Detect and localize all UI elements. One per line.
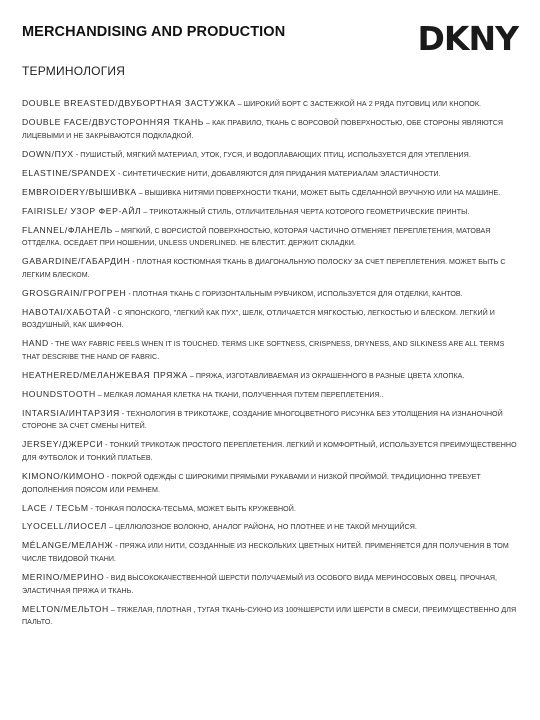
term-name: FLANNEL/ФЛАНЕЛЬ [22,224,113,235]
term-entry [22,572,522,597]
brand-logo: DKNY [417,19,518,58]
term-entry [22,149,522,162]
term-definition: - ТОНКАЯ ПОЛОСКА-ТЕСЬМА, МОЖЕТ БЫТЬ КРУЖЕВНОЙ. [88,504,296,513]
term-entry [22,117,522,142]
term-definition: – КАК ПРАВИЛО, ТКАНЬ С ВОРСОВОЙ ПОВЕРХНОСТЬЮ, ОБЕ СТОРОНЫ ЯВЛЯЮТСЯ ЛИЦЕВЫМИ И НЕ ЗАКРЫВАЮТСЯ ПОДКЛАДКОЙ. [22,118,504,140]
terms-list [22,98,522,635]
term-entry [22,408,522,433]
term-name: MERINO/МЕРИНО [22,572,105,583]
term-entry [22,439,522,464]
term-definition: – ЦЕЛЛЮЛОЗНОЕ ВОЛОКНО, АНАЛОГ РАЙОНА, НО ПЛОТНЕЕ И НЕ ТАКОЙ МНУЩИЙСЯ. [106,523,417,532]
term-entry [22,307,522,332]
term-name: HABOTAI/ХАБОТАЙ [22,306,112,317]
term-entry [22,187,522,200]
term-name: GROSGRAIN/ГРОГРЕН [22,287,127,298]
term-entry [22,206,522,219]
term-name: HAND [22,338,49,349]
term-name: KIMONO/КИМОНО [22,470,105,481]
term-entry [22,540,522,565]
term-definition: - ВИД ВЫСОКОКАЧЕСТВЕННОЙ ШЕРСТИ ПОЛУЧАЕМЫЙ ИЗ ОСОБОГО ВИДА МЕРИНОСОВЫХ ОВЕЦ. ПРОЧНАЯ, ЭЛАСТИЧНАЯ ПРЯЖА И ТКАНЬ. [22,574,498,595]
term-definition: – МЯГКИЙ, С ВОРСИСТОЙ ПОВЕРХНОСТЬЮ, КОТОРАЯ ЧАСТИЧНО ОТМЕНЯЕТ ПЕРЕПЛЕТЕНИЯ, МАТОВАЯ ОТТДЕЛКА. ОСЕДАЕТ ПРИ НОШЕНИИ, UNLESS UNDERLINED. НЕ БЛЕСТИТ. ДЕРЖИТ СКЛАДКИ. [22,226,491,248]
term-name: DOUBLE BREASTED/ДВУБОРТНАЯ ЗАСТУЖКА [22,98,236,108]
section-subtitle: ТЕРМИНОЛОГИЯ [22,64,126,78]
term-entry [22,370,522,383]
term-definition: - ТЕХНОЛОГИЯ В ТРИКОТАЖЕ, СОЗДАНИЕ МНОГОЦВЕТНОГО РИСУНКА БЕЗ УТОЛЩЕНИЯ НА ИЗНАНОЧНОЙ СТОРОНЕ ЗА СЧЕТ СМЕНЫ НИТЕЙ. [22,409,503,431]
term-name: GABARDINE/ГАБАРДИН [22,256,131,267]
term-definition: - ПЛОТНАЯ ТКАНЬ С ГОРИЗОНТАЛЬНЫМ РУБЧИКОМ, ИСПОЛЬЗУЕТСЯ ДЛЯ ОТДЕЛКИ, КАНТОВ. [126,289,463,298]
term-definition: - ТОНКИЙ ТРИКОТАЖ ПРОСТОГО ПЕРЕПЛЕТЕНИЯ. ЛЕГКИЙ И КОМФОРТНЫЙ, ИСПОЛЬЗУЕТСЯ ПРЕИМУЩЕСТВЕННО ДЛЯ ФУТБОЛОК И ТОНКИЙ ПЛАТЬЕВ. [22,441,517,462]
term-name: FAIRISLE/ УЗОР ФЕР-АЙЛ [22,205,142,216]
term-definition: – ПРЯЖА, ИЗГОТАВЛИВАЕМАЯ ИЗ ОКРАШЕННОГО В РАЗНЫЕ ЦВЕТА ХЛОПКА. [187,371,465,380]
term-name: INTARSIA/ИНТАРЗИЯ [22,407,120,418]
term-definition: – ВЫШИВКА НИТЯМИ ПОВЕРХНОСТИ ТКАНИ, МОЖЕТ БЫТЬ СДЕЛАННОЙ ВРУЧНУЮ ИЛИ НА МАШИНЕ. [136,188,501,197]
term-name: LYOCELL/ЛИОСЕЛ [22,521,107,532]
term-entry [22,168,522,181]
term-name: DOUBLE FACE/ДВУСТОРОННЯЯ ТКАНЬ [22,116,205,127]
term-entry [22,389,522,402]
term-name: MELTON/МЕЛЬТОН [22,603,109,614]
document-title: MERCHANDISING AND PRODUCTION [22,24,286,40]
term-name: DOWN/ПУХ [22,148,74,159]
term-definition: – ТЯЖЕЛАЯ, ПЛОТНАЯ , ТУГАЯ ТКАНЬ-СУКНО ИЗ 100%ШЕРСТИ ИЛИ ШЕРСТИ В СМЕСИ, ПРЕИМУЩЕСТВЕННО ДЛЯ ПАЛЬТО. [22,605,517,627]
term-definition: - ПРЯЖА ИЛИ НИТИ, СОЗДАННЫЕ ИЗ НЕСКОЛЬКИХ ЦВЕТНЫХ НИТЕЙ. ПРИМЕНЯЕТСЯ ДЛЯ ПОЛУЧЕНИЯ В ТОМ ЧИСЛЕ ТВИДОВОЙ ТКАНИ. [22,542,509,564]
term-definition: - С ЯПОНСКОГО, "ЛЕГКИЙ КАК ПУХ", ШЕЛК, ОТЛИЧАЕТСЯ МЯГКОСТЬЮ, ЛЕГКОСТЬЮ И БЛЕСКОМ. ЛЕГКИЙ И ВОЗДУШНЫЙ, КАК ШИФФОН. [22,308,495,330]
term-definition: - СИНТЕТИЧЕСКИЕ НИТИ, ДОБАВЛЯЮТСЯ ДЛЯ ПРИДАНИЯ МАТЕРИАЛАМ ЭЛАСТИЧНОСТИ. [115,169,441,178]
term-name: ELASTINE/SPANDEX [22,167,116,178]
term-name: JERSEY/ДЖЕРСИ [22,439,104,450]
term-definition: - ПЛОТНАЯ КОСТЮМНАЯ ТКАНЬ В ДИАГОНАЛЬНУЮ ПОЛОСКУ ЗА СЧЕТ ПЕРЕПЛЕТЕНИЯ. МОЖЕТ БЫТЬ С ЛЕГКИМ БЛЕСКОМ. [22,258,506,279]
term-name: HOUNDSTOOTH [22,388,96,399]
term-name: MÉLANGE/МЕЛАНЖ [22,540,114,551]
term-entry [22,225,522,250]
term-name: HEATHERED/МЕЛАНЖЕВАЯ ПРЯЖА [22,369,188,380]
term-entry [22,288,522,301]
term-entry [22,338,522,363]
term-name: EMBROIDERY/ВЫШИВКА [22,186,137,197]
term-definition: – ТРИКОТАЖНЫЙ СТИЛЬ, ОТЛИЧИТЕЛЬНАЯ ЧЕРТА КОТОРОГО ГЕОМЕТРИЧЕСКИЕ ПРИНТЫ. [141,207,470,216]
term-definition: – МЕЛКАЯ ЛОМАНАЯ КЛЕТКА НА ТКАНИ, ПОЛУЧЕННАЯ ПУТЕМ ПЕРЕПЛЕТЕНИЯ.. [95,390,384,399]
term-entry [22,471,522,496]
term-definition: - ПУШИСТЫЙ, МЯГКИЙ МАТЕРИАЛ, УТОК, ГУСЯ, И ВОДОПЛАВАЮЩИХ ПТИЦ. ИСПОЛЬЗУЕТСЯ ДЛЯ УТЕПЛЕНИЯ. [73,150,471,159]
page-header [22,19,522,60]
term-entry [22,503,522,516]
term-definition: – ШИРОКИЙ БОРТ С ЗАСТЕЖКОЙ НА 2 РЯДА ПУГОВИЦ ИЛИ КНОПОК. [235,100,482,108]
term-definition: - ПОКРОЙ ОДЕЖДЫ С ШИРОКИМИ ПРЯМЫМИ РУКАВАМИ И НИЗКОЙ ПРОЙМОЙ. ТРАДИЦИОННО ТРЕБУЕТ ДОПОЛНЕНИЯ ПОЯСОМ ИЛИ РЕМНЕМ. [22,472,481,494]
term-entry [22,256,522,281]
term-definition: - THE WAY FABRIC FEELS WHEN IT IS TOUCHED. TERMS LIKE SOFTNESS, CRISPNESS, DRYNESS, AND SILKINESS ARE ALL TERMS THAT DESCRIBE THE HAND OF FABRIC. [22,340,505,361]
term-entry [22,604,522,629]
term-name: LACE / ТЕСЬМ [22,502,89,513]
term-entry [22,521,522,534]
term-entry [22,98,522,111]
